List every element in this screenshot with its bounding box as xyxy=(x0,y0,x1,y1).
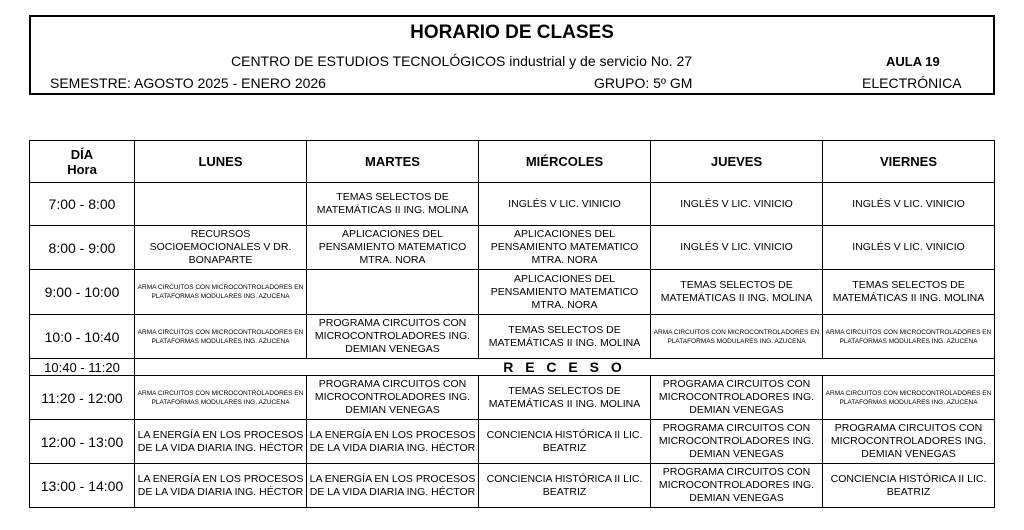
receso-label: R E C E S O xyxy=(135,359,995,376)
class-cell: APLICACIONES DEL PENSAMIENTO MATEMATICO MTRA. NORA xyxy=(307,226,479,270)
class-cell: TEMAS SELECTOS DE MATEMÁTICAS II ING. MOLINA xyxy=(651,270,823,315)
hour-cell: 10:0 - 10:40 xyxy=(30,315,135,359)
hour-cell: 7:00 - 8:00 xyxy=(30,183,135,226)
page-title: HORARIO DE CLASES xyxy=(410,22,614,43)
class-cell: PROGRAMA CIRCUITOS CON MICROCONTROLADORES ING. DEMIAN VENEGAS xyxy=(823,420,995,464)
class-cell: LA ENERGÍA EN LOS PROCESOS DE LA VIDA DIARIA ING. HÉCTOR xyxy=(135,464,307,508)
table-row xyxy=(30,270,995,315)
table-row xyxy=(30,315,995,359)
class-cell: ARMA CIRCUITOS CON MICROCONTROLADORES EN PLATAFORMAS MODULARES ING. AZUCENA xyxy=(135,315,307,359)
class-cell: INGLÉS V LIC. VINICIO xyxy=(651,183,823,226)
class-cell: CONCIENCIA HISTÓRICA II LIC. BEATRIZ xyxy=(479,464,651,508)
class-cell: RECURSOS SOCIOEMOCIONALES V DR. BONAPARTE xyxy=(135,226,307,270)
table-row xyxy=(30,376,995,420)
day-header-viernes: VIERNES xyxy=(823,141,995,183)
hour-cell: 11:20 - 12:00 xyxy=(30,376,135,420)
class-cell: PROGRAMA CIRCUITOS CON MICROCONTROLADORES ING. DEMIAN VENEGAS xyxy=(651,464,823,508)
class-cell: PROGRAMA CIRCUITOS CON MICROCONTROLADORES ING. DEMIAN VENEGAS xyxy=(307,315,479,359)
class-cell: ARMA CIRCUITOS CON MICROCONTROLADORES EN PLATAFORMAS MODULARES ING. AZUCENA xyxy=(135,270,307,315)
class-cell: TEMAS SELECTOS DE MATEMÁTICAS II ING. MOLINA xyxy=(479,376,651,420)
school-name: CENTRO DE ESTUDIOS TECNOLÓGICOS industrial y de servicio No. 27 xyxy=(231,53,693,69)
semester-label: SEMESTRE: AGOSTO 2025 - ENERO 2026 xyxy=(50,75,326,91)
day-header-jueves: JUEVES xyxy=(651,141,823,183)
class-cell: TEMAS SELECTOS DE MATEMÁTICAS II ING. MOLINA xyxy=(823,270,995,315)
class-cell: INGLÉS V LIC. VINICIO xyxy=(823,183,995,226)
class-cell: LA ENERGÍA EN LOS PROCESOS DE LA VIDA DIARIA ING. HÉCTOR xyxy=(307,464,479,508)
corner-dia-label: DÍA xyxy=(70,146,94,162)
class-cell: LA ENERGÍA EN LOS PROCESOS DE LA VIDA DIARIA ING. HÉCTOR xyxy=(135,420,307,464)
schedule-table xyxy=(29,140,995,508)
hour-cell: 8:00 - 9:00 xyxy=(30,226,135,270)
day-header-miercoles: MIÉRCOLES xyxy=(479,141,651,183)
class-cell: ARMA CIRCUITOS CON MICROCONTROLADORES EN PLATAFORMAS MODULARES ING. AZUCENA xyxy=(135,376,307,420)
table-row xyxy=(30,226,995,270)
corner-cell xyxy=(30,141,135,183)
class-cell xyxy=(135,183,307,226)
class-cell: APLICACIONES DEL PENSAMIENTO MATEMATICO MTRA. NORA xyxy=(479,226,651,270)
receso-hour-cell: 10:40 - 11:20 xyxy=(30,359,135,376)
class-cell: INGLÉS V LIC. VINICIO xyxy=(651,226,823,270)
hour-cell: 13:00 - 14:00 xyxy=(30,464,135,508)
class-cell xyxy=(307,270,479,315)
corner-hora-label: Hora xyxy=(67,161,97,177)
class-cell: PROGRAMA CIRCUITOS CON MICROCONTROLADORES ING. DEMIAN VENEGAS xyxy=(307,376,479,420)
class-cell: ARMA CIRCUITOS CON MICROCONTROLADORES EN PLATAFORMAS MODULARES ING. AZUCENA xyxy=(651,315,823,359)
table-row xyxy=(30,420,995,464)
class-cell: TEMAS SELECTOS DE MATEMÁTICAS II ING. MOLINA xyxy=(479,315,651,359)
hour-cell: 12:00 - 13:00 xyxy=(30,420,135,464)
day-header-martes: MARTES xyxy=(307,141,479,183)
class-cell: ARMA CIRCUITOS CON MICROCONTROLADORES EN PLATAFORMAS MODULARES ING. AZUCENA xyxy=(823,315,995,359)
class-cell: APLICACIONES DEL PENSAMIENTO MATEMATICO MTRA. NORA xyxy=(479,270,651,315)
hour-cell: 9:00 - 10:00 xyxy=(30,270,135,315)
schedule-header xyxy=(29,15,995,95)
aula-label: AULA 19 xyxy=(886,54,940,69)
class-cell: PROGRAMA CIRCUITOS CON MICROCONTROLADORES ING. DEMIAN VENEGAS xyxy=(651,376,823,420)
table-row xyxy=(30,183,995,226)
class-cell: INGLÉS V LIC. VINICIO xyxy=(479,183,651,226)
class-cell: ARMA CIRCUITOS CON MICROCONTROLADORES EN PLATAFORMAS MODULARES ING. AZUCENA xyxy=(823,376,995,420)
table-header-row xyxy=(30,141,995,183)
class-cell: INGLÉS V LIC. VINICIO xyxy=(823,226,995,270)
class-cell: PROGRAMA CIRCUITOS CON MICROCONTROLADORES ING. DEMIAN VENEGAS xyxy=(651,420,823,464)
schedule-body xyxy=(30,183,995,508)
class-cell: CONCIENCIA HISTÓRICA II LIC. BEATRIZ xyxy=(479,420,651,464)
receso-row xyxy=(30,359,995,376)
grupo-label: GRUPO: 5º GM xyxy=(594,75,693,91)
class-cell: LA ENERGÍA EN LOS PROCESOS DE LA VIDA DIARIA ING. HÉCTOR xyxy=(307,420,479,464)
table-row xyxy=(30,464,995,508)
especialidad-label: ELECTRÓNICA xyxy=(862,75,962,91)
class-cell: TEMAS SELECTOS DE MATEMÁTICAS II ING. MOLINA xyxy=(307,183,479,226)
day-header-lunes: LUNES xyxy=(135,141,307,183)
class-cell: CONCIENCIA HISTÓRICA II LIC. BEATRIZ xyxy=(823,464,995,508)
